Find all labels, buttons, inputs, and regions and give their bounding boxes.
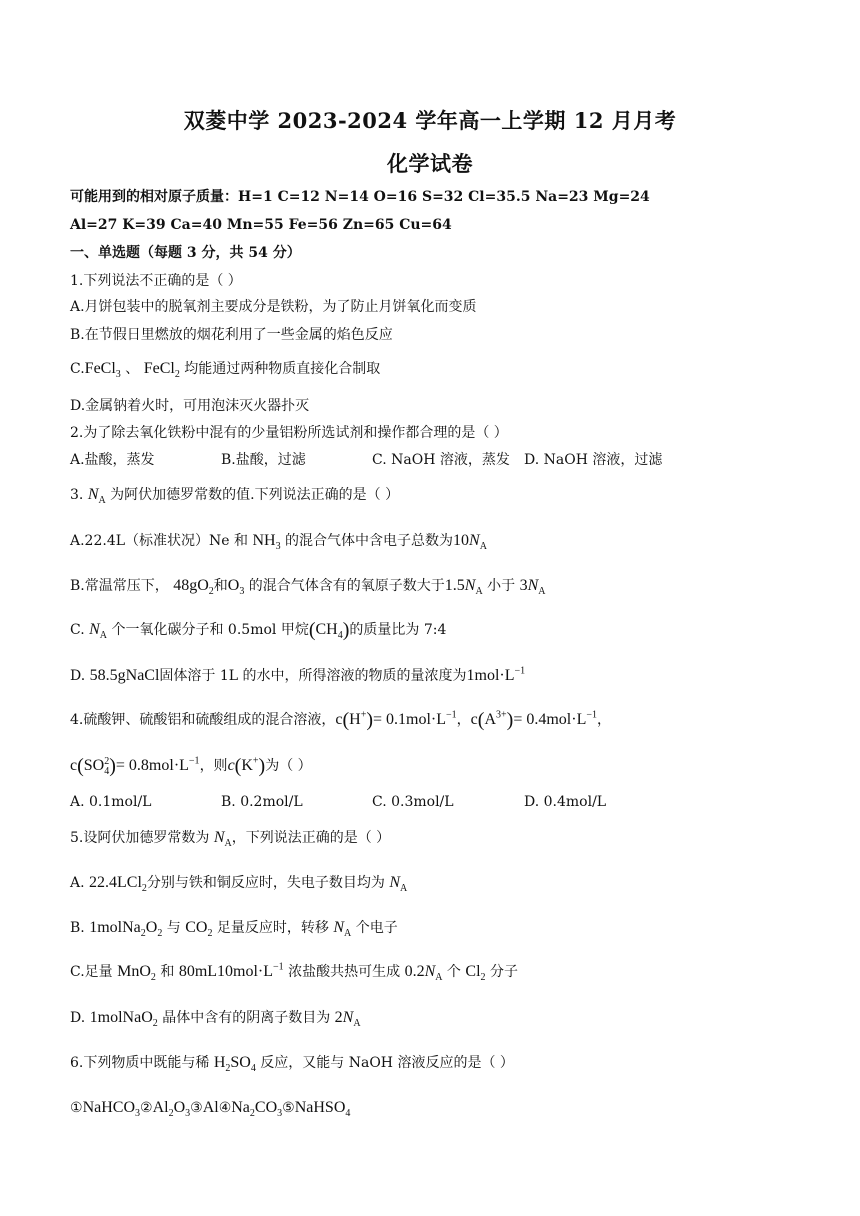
symbol-na: $N_A$ — [213, 829, 232, 850]
q4-option-b: B. 0.2mol/L — [221, 794, 303, 810]
formula-al2o3: $Al_2O_3$ — [152, 1099, 191, 1120]
symbol-na: $N_A$ — [389, 874, 408, 895]
conc-h-plus: $c(H^+)= 0.1mol\cdot L^{-1}$ — [335, 709, 457, 731]
q1-option-b: B.在节假日里燃放的烟花利用了一些金属的焰色反应 — [70, 327, 393, 343]
formula-ch4: $(CH_4)$ — [308, 619, 350, 642]
atomic-mass-line-1: 可能用到的相对原子质量：H=1 C=12 N=14 O=16 S=32 Cl=35.5 Na=23 Mg=24 — [70, 189, 650, 205]
exam-subtitle: 化学试卷 — [387, 151, 473, 176]
conc-a-3plus: $c(A^{3+})= 0.4mol\cdot L^{-1}$ — [470, 709, 597, 731]
q1-option-d: D.金属钠着火时，可用泡沫灭火器扑灭 — [70, 398, 310, 414]
q6-stem: 6.下列物质中既能与稀 $H_2SO_4$ 反应，又能与 NaOH 溶液反应的是（ ） — [70, 1054, 514, 1075]
formula-nahco3: NaHCO$_3$ — [82, 1099, 140, 1120]
exam-title: 双菱中学 2023-2024 学年高一上学期 12 月月考 — [183, 108, 677, 133]
q2-stem: 2.为了除去氧化铁粉中混有的少量铝粉所选试剂和操作都合理的是（ ） — [70, 425, 508, 441]
formula-fecl3: FeCl$_3$ — [84, 360, 121, 381]
section-heading: 一、单选题（每题 3 分，共 54 分） — [70, 245, 301, 261]
formula-o3: $O_3$ — [227, 577, 245, 598]
value-10na: $10N_A$ — [453, 532, 487, 553]
q2-option-d: D. NaOH 溶液，过滤 — [524, 452, 663, 468]
q2-option-a: A.盐酸，蒸发 — [70, 452, 155, 468]
q3-option-c: C. $N_A$ 个一氧化碳分子和 0.5mol 甲烷$(CH_4)$的质量比为 7:4 — [70, 619, 447, 642]
q1-c-text: 均能通过两种物质直接化合制取 — [179, 361, 381, 377]
formula-na2co3: $Na_2CO_3$ — [231, 1099, 283, 1120]
value-80ml10mol: $80mL10mol\cdot L^{-1}$ — [178, 961, 284, 980]
q1-option-a: A.月饼包装中的脱氧剂主要成分是铁粉，为了防止月饼氧化而变质 — [70, 299, 477, 315]
formula-cl2: $Cl_2$ — [465, 963, 486, 984]
conc-k-plus: c(K+) — [227, 755, 266, 777]
value-0.2na: $0.2N_A$ — [404, 963, 443, 984]
q2-options-row — [70, 451, 790, 471]
formula-al: Al — [202, 1099, 219, 1116]
value-1.5na: $1.5N_A$ — [444, 577, 483, 598]
q4-option-a: A. 0.1mol/L — [70, 794, 152, 810]
q5-option-b: B. $1molNa_2O_2$ 与 $CO_2$ 足量反应时，转移 $N_A$ 个电子 — [70, 919, 398, 940]
q3-option-b: B.常温常压下， $48gO_2$和$O_3$ 的混合气体含有的氧原子数大于$1.5N_A$ 小于 $3N_A$ — [70, 577, 546, 598]
value-3na: $3N_A$ — [519, 577, 546, 598]
q1-c-sep: 、 — [120, 361, 144, 377]
value-48go2: $48gO_2$ — [173, 577, 214, 598]
q5-stem: 5.设阿伏加德罗常数为 $N_A$，下列说法正确的是（ ） — [70, 829, 391, 850]
formula-h2so4: $H_2SO_4$ — [213, 1054, 256, 1075]
value-1mol-per-l: $1mol\cdot L^{-1}$ — [466, 665, 526, 684]
q1-c-prefix: C. — [70, 361, 85, 377]
q5-option-d: D. 1molNaO$_2$ 晶体中含有的阴离子数目为 $2N_A$ — [70, 1009, 361, 1030]
q5-option-c: C.足量 MnO$_2$ 和 $80mL10mol\cdot L^{-1}$ 浓盐酸共热可生成 $0.2N_A$ 个 $Cl_2$ 分子 — [70, 961, 518, 984]
value-2na: $2N_A$ — [334, 1009, 361, 1030]
q3-option-d: D. 58.5gNaCl固体溶于 1L 的水中，所得溶液的物质的量浓度为$1mol\cdot L^{-1}$ — [70, 665, 526, 684]
q4-stem-line-2: $c(SO_4^2)= 0.8mol\cdot L^{-1}$，则c(K+)为（ ） — [70, 755, 312, 778]
symbol-na: $N_A$ — [87, 486, 106, 507]
formula-co2: $CO_2$ — [185, 919, 213, 940]
value-1molna2o2: $1molNa_2O_2$ — [89, 919, 163, 940]
q1-option-c — [70, 360, 381, 381]
formula-fecl2: FeCl$_2$ — [143, 360, 180, 381]
value-1molnao2: 1molNaO$_2$ — [89, 1009, 158, 1030]
q1-stem: 1.下列说法不正确的是（ ） — [70, 273, 242, 289]
q3-option-a: A.22.4L（标准状况）Ne 和 $NH_3$ 的混合气体中含电子总数为$10N_A$ — [70, 532, 487, 553]
q4-stem-line-1: 4.硫酸钾、硫酸铝和硫酸组成的混合溶液，$c(H^+)= 0.1mol\cdot L^{-1}$，$c(A^{3+})= 0.4mol\cdot L^{-1}$， — [70, 709, 611, 731]
q6-items: $①NaHCO_3②Al_2O_3③Al④Na_2CO_3⑤NaHSO_4$ — [70, 1099, 351, 1120]
conc-so4: $c(SO_4^2)= 0.8mol\cdot L^{-1}$ — [70, 755, 200, 778]
q3-stem: 3. $N_A$ 为阿伏加德罗常数的值.下列说法正确的是（ ） — [70, 486, 400, 507]
q4-option-d: D. 0.4mol/L — [524, 794, 607, 810]
q4-options-row — [70, 793, 790, 813]
atomic-mass-line-2: Al=27 K=39 Ca=40 Mn=55 Fe=56 Zn=65 Cu=64 — [70, 217, 452, 233]
symbol-na: $N_A$ — [89, 621, 108, 642]
q2-option-b: B.盐酸，过滤 — [221, 452, 306, 468]
value-22.4lcl2: 22.4LCl$_2$ — [89, 874, 147, 895]
q5-option-a: A. 22.4LCl$_2$分别与铁和铜反应时，失电子数目均为 $N_A$ — [70, 874, 408, 895]
q2-option-c: C. NaOH 溶液，蒸发 — [372, 452, 510, 468]
q4-option-c: C. 0.3mol/L — [372, 794, 454, 810]
formula-nh3: $NH_3$ — [252, 532, 281, 553]
symbol-na: $N_A$ — [333, 919, 352, 940]
value-58.5gnacl: 58.5gNaCl — [89, 667, 160, 684]
formula-nahso4: NaHSO$_4$ — [294, 1099, 351, 1120]
formula-mno2: MnO$_2$ — [117, 963, 156, 984]
